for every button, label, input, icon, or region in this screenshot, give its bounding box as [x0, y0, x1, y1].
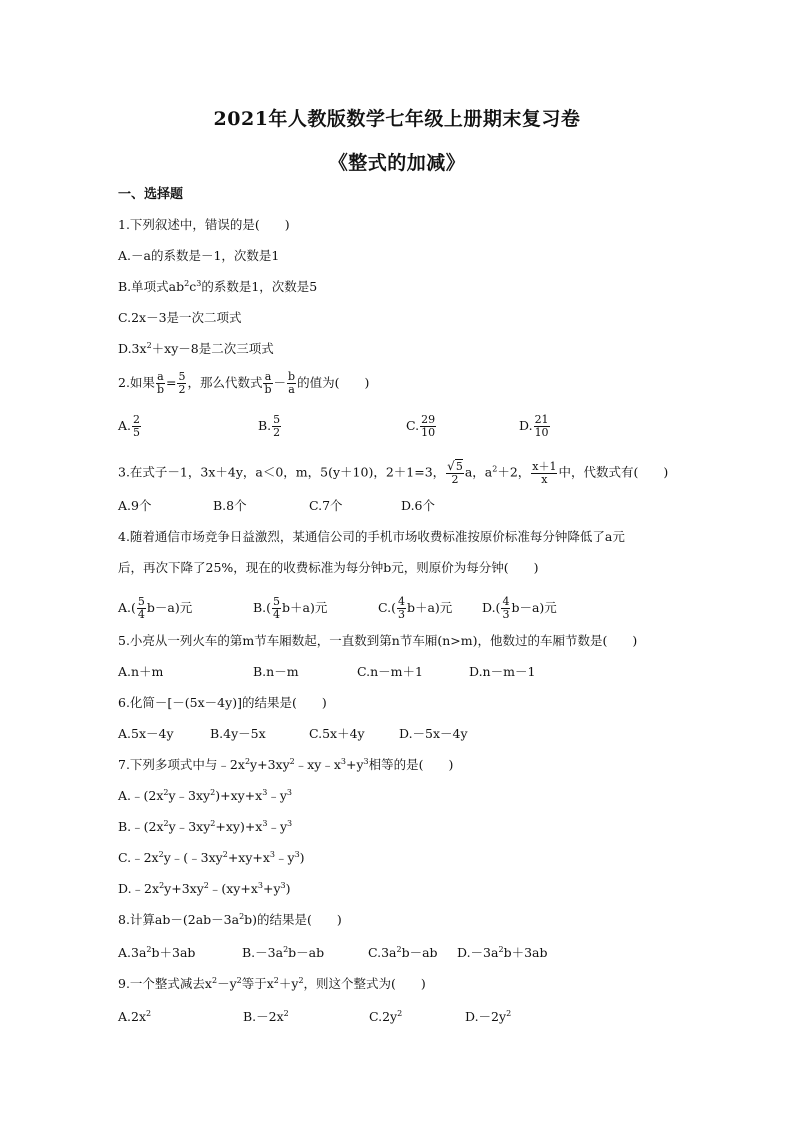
q3-option-d: D.6个 [401, 498, 436, 513]
q6-option-d: D.－5x－4y [399, 726, 468, 741]
q9-stem: 9.一个整式减去$x^2-y^2$等于$x^2+y^2$，则这个整式为( ) [118, 976, 426, 991]
q2-stem: 2.如果 $\frac{a}{b}$ = $\frac{5}{2}$ ，那么代数式 $\frac{a}{b}$ － $\frac{b}{a}$ 的值为( ) [118, 370, 370, 396]
q1-option-b: B.单项式$ab^2c^3$的系数是1，次数是5 [118, 279, 318, 294]
q4-option-b: B.( $\frac{5}{4}$ b＋a)元 [253, 595, 328, 621]
q6-stem: 6.化简－[－(5x－4y)]的结果是( ) [118, 695, 327, 710]
q8-option-b: $B.-3a^2b-ab$ [242, 945, 325, 960]
q1-option-d: $D.3x^2+xy-8$是二次三项式 [118, 341, 274, 356]
q8-option-d: $D.-3a^2b+3ab$ [457, 945, 548, 960]
q7-option-b: $B.﹣(2x^2y﹣3xy^2+xy)+x^3﹣y^3$ [118, 819, 293, 834]
q3-option-c: C.7个 [309, 498, 343, 513]
fraction-sqrt5-over-2: $\frac{√5}{2}$ [447, 459, 463, 486]
q9-option-d: $D.-2y^2$ [465, 1009, 512, 1024]
q6-option-c: C.5x＋4y [309, 726, 365, 741]
q1-option-a: A.－a的系数是－1，次数是1 [118, 248, 280, 263]
q4-stem-line1: 4.随着通信市场竞争日益激烈，某通信公司的手机市场收费标准按原价标准每分钟降低了a元 [118, 529, 625, 544]
q5-option-c: C.n－m＋1 [357, 664, 423, 679]
q5-option-b: B.n－m [253, 664, 299, 679]
section-heading: 一、选择题 [118, 187, 184, 202]
q5-stem: 5.小亮从一列火车的第m节车厢数起，一直数到第n节车厢(n>m)，他数过的车厢节数是( ) [118, 633, 638, 648]
q9-option-a: $A.2x^2$ [118, 1009, 152, 1024]
q7-option-d: $D.﹣2x^2y+3xy^2﹣(xy+x^3+y^3)$ [118, 881, 291, 896]
q9-option-b: $B.-2x^2$ [243, 1009, 289, 1024]
q2-option-d: D. $\frac{21}{10}$ [519, 413, 549, 439]
q7-option-c: $C.﹣2x^2y﹣(﹣3xy^2+xy+x^3﹣y^3)$ [118, 850, 305, 865]
q4-stem-line2: 后，再次下降了25%，现在的收费标准为每分钟b元，则原价为每分钟( ) [118, 560, 539, 575]
q8-option-a: $A.3a^2b+3ab$ [118, 945, 196, 960]
q2-option-b: B. $\frac{5}{2}$ [258, 413, 281, 439]
q1-option-c: C.2x－3是一次二项式 [118, 310, 242, 325]
q7-stem: 7.下列多项式中与$﹣2x^2y+3xy^2﹣xy﹣x^3+y^3$相等的是( ) [118, 757, 454, 772]
q2-option-a: A. $\frac{2}{5}$ [118, 413, 141, 439]
q7-option-a: $A.﹣(2x^2y﹣3xy^2)+xy+x^3﹣y^3$ [118, 788, 292, 803]
q2-option-c: C. $\frac{29}{10}$ [406, 413, 436, 439]
fraction-5-over-2: $\frac{5}{2}$ [178, 370, 186, 396]
fraction-x-plus-1-over-x: $\frac{x+1}{x}$ [532, 459, 557, 486]
q1-stem: 1.下列叙述中，错误的是( ) [118, 217, 290, 232]
fraction-b-over-a: $\frac{b}{a}$ [288, 370, 296, 396]
page-subtitle: 《整式的加减》 [328, 152, 466, 174]
q9-option-c: $C.2y^2$ [369, 1009, 403, 1024]
page-title: 2021年人教版数学七年级上册期末复习卷 [213, 108, 581, 130]
fraction-a-over-b: $\frac{a}{b}$ [156, 370, 164, 396]
q8-stem: 8.计算$ab-(2ab-3a^2b)$的结果是( ) [118, 912, 342, 927]
q4-option-c: C.( $\frac{4}{3}$ b＋a)元 [378, 595, 453, 621]
q6-option-a: A.5x－4y [118, 726, 174, 741]
fraction-a-over-b: $\frac{a}{b}$ [264, 370, 272, 396]
q3-option-b: B.8个 [213, 498, 247, 513]
q4-option-a: A.( $\frac{5}{4}$ b－a)元 [118, 595, 193, 621]
q5-option-d: D.n－m－1 [469, 664, 536, 679]
q6-option-b: B.4y－5x [210, 726, 266, 741]
q3-stem: 3.在式子－1，3x＋4y，a＜0，m，5(y＋10)，2＋1=3， $\frac{√5}{2}$ a，$a^2+2$， $\frac{x+1}{x}$ 中，代数式有( ) [118, 459, 669, 486]
q4-option-d: D.( $\frac{4}{3}$ b－a)元 [482, 595, 557, 621]
q3-option-a: A.9个 [118, 498, 152, 513]
q8-option-c: $C.3a^2b-ab$ [368, 945, 438, 960]
q5-option-a: A.n＋m [118, 664, 164, 679]
